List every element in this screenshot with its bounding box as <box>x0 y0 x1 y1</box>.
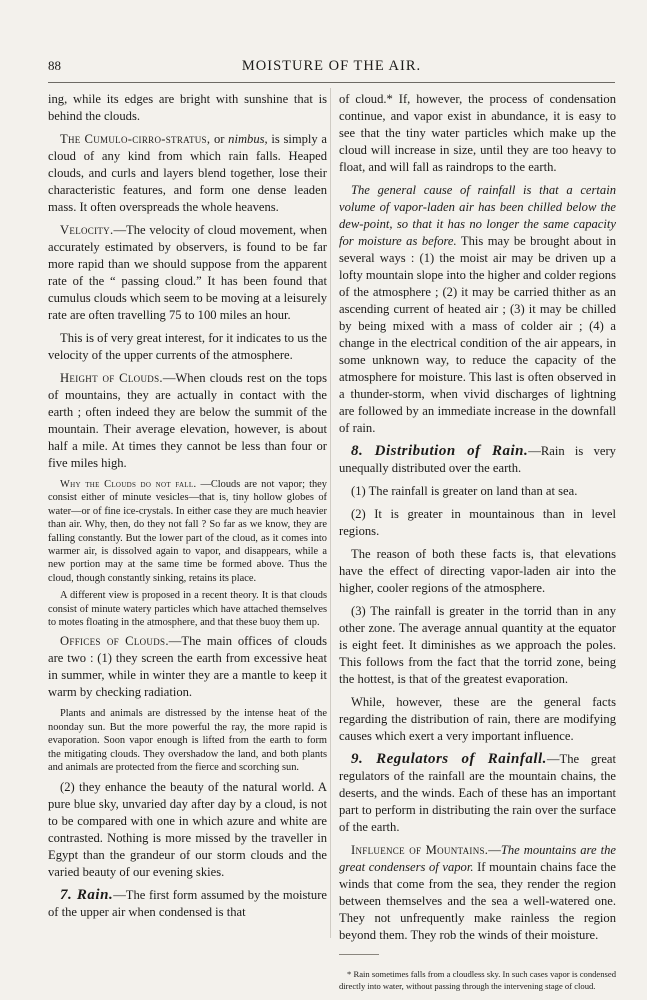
paragraph: The reason of both these facts is, that elevations have the effect of directing vapor-laden air into the higher, cooler regions of the atmosphere. <box>339 547 616 595</box>
section-heading: Offices of Clouds. <box>60 634 169 649</box>
paragraph-nimbus <box>48 131 327 216</box>
text: — <box>488 843 501 857</box>
paragraph-velocity <box>48 222 327 324</box>
running-title: MOISTURE OF THE AIR. <box>241 58 422 74</box>
paragraph-body: If mountain chains face the winds that come from the sea, they render the region between themselves and the sea a well-watered one. They not unfrequently make rainless the region beyond them. They rob the winds of their moisture. <box>339 860 616 942</box>
right-column <box>339 91 616 998</box>
footnote-rule <box>339 954 379 955</box>
footnote: * Rain sometimes falls from a cloudless sky. In such cases vapor is condensed directly into water, without passing through the intervening stage of cloud. <box>339 969 616 991</box>
left-column <box>48 91 327 927</box>
paragraph: While, however, these are the general facts regarding the distribution of rain, there are modifying causes which exert a very important influence. <box>339 695 616 743</box>
paragraph-body: —The great regulators of the rainfall are the mountain chains, the deserts, and the winds. Each of these has an important part to perform in distributing the rain over the surface of the earth. <box>339 752 616 834</box>
paragraph-body: —When clouds rest on the tops of mountains, they are actually in contact with the earth ; often indeed they are below the summit of the mountain. Their average elevation, however, is about half a mile. At times they cannot be less than four or five miles high. <box>48 371 327 470</box>
paragraph: ing, while its edges are bright with sunshine that is behind the clouds. <box>48 92 327 123</box>
italic-statement: The general cause of rainfall is that a certain volume of vapor-laden air has been chilled below the dew-point, so that it has no longer the same capacity for moisture as before. <box>339 183 616 248</box>
text: or <box>210 132 229 146</box>
small-paragraph-why-clouds <box>48 478 327 585</box>
section-heading: Height of Clouds. <box>60 371 163 385</box>
small-paragraph: A different view is proposed in a recent theory. It is that clouds consist of minute watery particles which have attached themselves to motes floating in the atmosphere, and that these buoy them up. <box>48 590 327 629</box>
paragraph-height <box>48 370 327 472</box>
small-paragraph: Plants and animals are distressed by the intense heat of the noonday sun. But the more powerful the ray, the more rapid is evaporation. Soon vapor enough is lifted from the earth to form the mitigating clouds. They overshadow the land, and both plants and animals are protected from the fierce and scorching sun. <box>48 708 327 774</box>
paragraph: (2) It is greater in mountainous than in level regions. <box>339 507 616 538</box>
paragraph-body: —The main offices of clouds are two : (1) they screen the earth from excessive heat in summer, while in winter they are a mantle to keep it warm by checking radiation. <box>48 634 327 700</box>
paragraph-body: —Rain is very unequally distributed over the earth. <box>339 444 616 475</box>
paragraph: (3) The rainfall is greater in the torrid than in any other zone. The average annual quantity at the equator is eight feet. It diminishes as we approach the poles. This follows from the fact that the torrid zone, being the hottest, is that of the greatest evaporation. <box>339 604 616 686</box>
paragraph: (2) they enhance the beauty of the natural world. A pure blue sky, unvaried day after day by a cloud, is not to be compared with one in which azure and white are contrasted. Nothing is more missed by the traveller in Egypt than the grandeur of our storm clouds and the varied beauty of our evening skies. <box>48 779 327 879</box>
section-heading: Why the Clouds do not fall. <box>60 479 197 490</box>
paragraph-body: is simply a cloud of any kind from which rain falls. Heaped clouds, and curls and layers blend together, lose their characteristic features, and form one dense leaden mass. It often overspreads the whole heavens. <box>48 132 327 214</box>
paragraph-distribution <box>339 443 616 477</box>
italic-statement: The mountains are the great condensers of vapor. <box>339 843 616 874</box>
paragraph-offices <box>48 633 327 701</box>
paragraph-general-cause <box>339 182 616 437</box>
paragraph-body: This may be brought about in several ways : (1) the moist air may be driven up a lofty mountain slope into the higher and colder regions of the atmosphere ; (2) it may be carried thither as an ascending current of heated air ; (3) it may be chilled by being mixed with a mass of colder air ; (4) a change in the electrical condition of the air appears, in some unknown way, to reduce the capacity of the atmosphere for moisture. This last is often observed in a thunder-storm, when vivid discharges of lightning are followed by an immediate increase in the downfall of rain. <box>339 234 617 435</box>
paragraph-body: —Clouds are not vapor; they consist either of minute vesicles—that is, tiny hollow globes of water—or of fine ice-crystals. In either case they are much heavier than air. Why, then, do they not fall ? So far as we know, they are falling constantly. But the lower part of the cloud, as it comes into warmer air, is dissolved again to vapor, and disappears, while a new portion may at the same time be formed above. Thus the cloud, though constantly sinking, retains its place. <box>48 479 327 584</box>
section-heading-rain: 7. Rain. <box>60 886 114 903</box>
header-rule <box>48 82 615 83</box>
paragraph: This is of very great interest, for it indicates to us the velocity of the upper currents of the atmosphere. <box>48 331 327 362</box>
section-heading-regulators: 9. Regulators of Rainfall. <box>351 751 547 767</box>
page-number: 88 <box>48 58 61 73</box>
paragraph-regulators <box>339 751 616 836</box>
paragraph-mountains <box>339 842 616 944</box>
column-divider <box>330 88 331 938</box>
paragraph-rain <box>48 887 327 921</box>
section-heading: The Cumulo-cirro-stratus, <box>60 132 211 146</box>
paragraph-body: —The first form assumed by the moisture of the upper air when condensed is that <box>48 887 328 919</box>
page-header <box>48 58 615 80</box>
paragraph: of cloud.* If, however, the process of condensation continue, and vapor exist in abundance, it is easy to see that the tiny water particles which make up the cloud will increase in size, until they are too heavy to float, and will fall as raindrops to the earth. <box>339 92 616 174</box>
paragraph: (1) The rainfall is greater on land than at sea. <box>351 484 578 498</box>
italic-term: nimbus, <box>228 132 268 146</box>
section-heading: Velocity. <box>60 223 114 237</box>
section-heading-distribution: 8. Distribution of Rain. <box>351 443 529 459</box>
paragraph-body: —The velocity of cloud movement, when accurately estimated by observers, is found to be far more rapid than we should suppose from the apparent rate of the “ passing cloud.” It has been found that cumulus clouds which seem to be moving at a leisurely rate are often travelling 75 to 100 miles an hour. <box>48 223 327 322</box>
section-heading: Influence of Mountains. <box>351 843 489 857</box>
